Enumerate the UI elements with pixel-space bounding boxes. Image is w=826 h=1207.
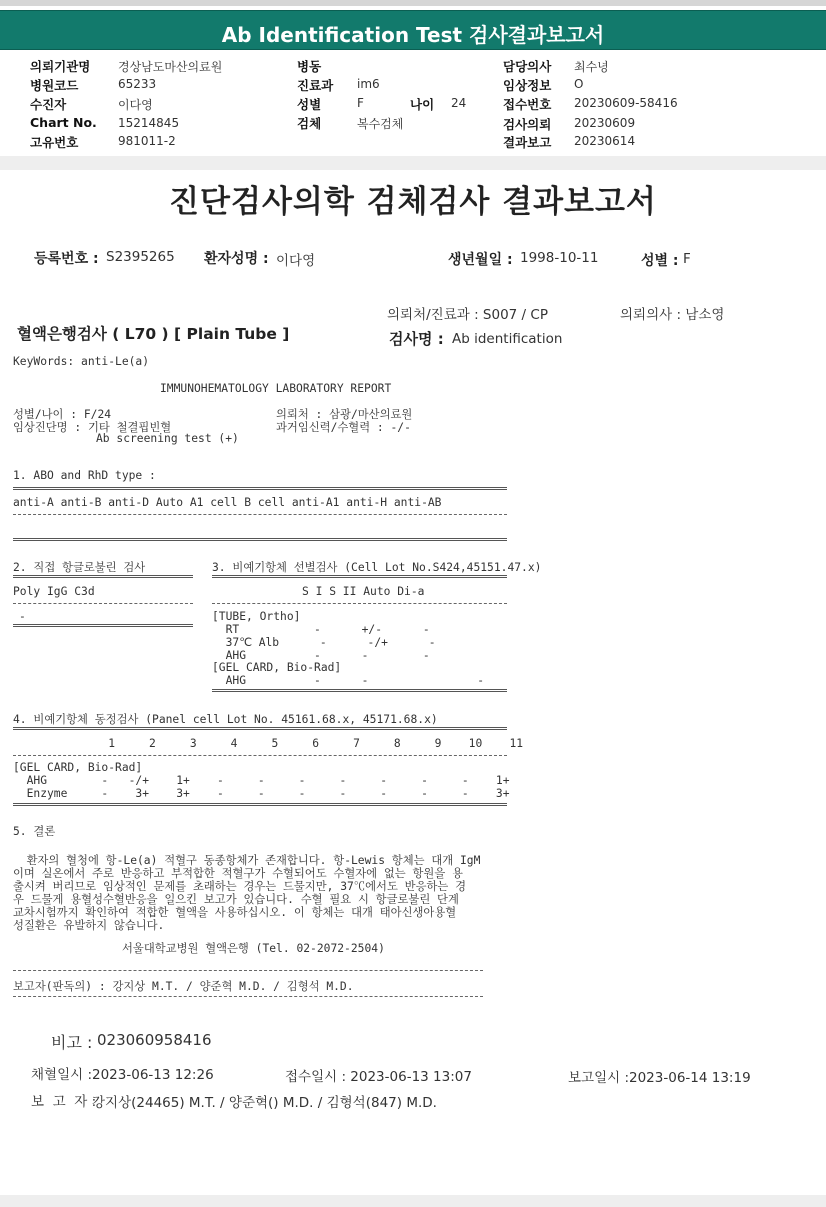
info-value: O xyxy=(574,77,584,91)
s3-line: AHG - - - xyxy=(212,674,485,687)
conclusion-line: 성질환은 유발하지 않습니다. xyxy=(13,919,165,932)
patient-value: 이다영 xyxy=(276,253,316,269)
conclusion-line: 교차시험까지 확인하여 적합한 혈액을 사용하십시오. 이 항체는 대개 태아신생아용혈 xyxy=(13,906,457,919)
info-label: 의뢰기관명 xyxy=(30,59,91,74)
rule xyxy=(13,970,483,971)
rule xyxy=(13,803,507,806)
s3-line: RT - +/- - xyxy=(212,623,430,636)
info-value: F xyxy=(357,96,364,110)
receipt-time: 접수일시 : 2023-06-13 13:07 xyxy=(285,1069,472,1085)
s2-value: - xyxy=(19,610,26,623)
s3-title: 3. 비예기항체 선별검사 (Cell Lot No.S424,45151.47.x) xyxy=(212,561,542,574)
sex-value: F xyxy=(683,251,691,267)
s4-line: [GEL CARD, Bio-Rad] xyxy=(13,761,143,774)
doctor-text: 의뢰의사 : 남소영 xyxy=(620,307,725,323)
conclusion-line: 출시켜 버리므로 임상적인 문제를 초래하는 경우는 드물지만, 37℃에서도 반응하는 경 xyxy=(13,880,467,893)
info-value: 최수녕 xyxy=(574,60,609,74)
s3-columns: S I S II Auto Di-a xyxy=(302,585,425,598)
reg-label: 등록번호 : xyxy=(34,251,99,267)
info-label: 병원코드 xyxy=(30,78,79,93)
hospital-line: 서울대학교병원 혈액은행 (Tel. 02-2072-2504) xyxy=(122,942,385,955)
info-value: 15214845 xyxy=(118,116,180,130)
s4-line: Enzyme - 3+ 3+ - - - - - - - 3+ xyxy=(13,787,510,800)
history: 과거임신력/수혈력 : -/- xyxy=(276,421,411,434)
s3-line: [GEL CARD, Bio-Rad] xyxy=(212,661,342,674)
info-value: 24 xyxy=(451,96,467,110)
bottom-strip xyxy=(0,1195,826,1207)
s4-title: 4. 비예기항체 동정검사 (Panel cell Lot No. 45161.68.x, 45171.68.x) xyxy=(13,713,438,726)
requester: 의뢰처 : 삼광/마산의료원 xyxy=(276,408,413,421)
info-label: 수진자 xyxy=(30,97,67,112)
reporter-line: 보고자(판독의) : 강지상 M.T. / 양준혁 M.D. / 김형석 M.D. xyxy=(13,980,354,993)
info-label: Chart No. xyxy=(30,115,97,130)
s5-title: 5. 결론 xyxy=(13,825,56,838)
info-label: 병동 xyxy=(297,59,322,74)
s3-line: 37℃ Alb - -/+ - xyxy=(212,636,436,649)
keywords: KeyWords: anti-Le(a) xyxy=(13,355,150,368)
info-value: 20230609 xyxy=(574,116,636,130)
conclusion-line: 우 드물게 용혈성수혈반응을 일으킨 보고가 있습니다. 수혈 필요 시 항글로불린 단계 xyxy=(13,893,459,906)
lab-title: IMMUNOHEMATOLOGY LABORATORY REPORT xyxy=(160,382,392,395)
section-title: 혈액은행검사 ( L70 ) [ Plain Tube ] xyxy=(17,325,290,343)
conclusion-line: 환자의 혈청에 항-Le(a) 적혈구 동종항체가 존재합니다. 항-Lewis 항체는 대개 IgM xyxy=(13,854,481,867)
info-value: 981011-2 xyxy=(118,134,176,148)
dept-text: 의뢰처/진료과 : S007 / CP xyxy=(387,307,548,323)
diagnosis: 임상진단명 : 기타 철결핍빈혈 xyxy=(13,421,172,434)
info-label: 결과보고 xyxy=(503,135,552,150)
rule xyxy=(212,689,507,692)
info-label: 검사의뢰 xyxy=(503,117,552,132)
info-value: 20230609-58416 xyxy=(574,96,678,110)
rule xyxy=(13,514,507,515)
s1-title: 1. ABO and RhD type : xyxy=(13,469,156,482)
header-title: Ab Identification Test 검사결과보고서 xyxy=(221,23,605,47)
section-divider xyxy=(0,156,826,170)
birth-value: 1998-10-11 xyxy=(520,250,599,266)
rule xyxy=(13,575,193,578)
info-value: im6 xyxy=(357,77,380,91)
rule xyxy=(212,603,507,604)
sex-age: 성별/나이 : F/24 xyxy=(13,408,112,421)
header-bar xyxy=(0,10,826,50)
s3-line: [TUBE, Ortho] xyxy=(212,610,301,623)
diagnosis-2: Ab screening test (+) xyxy=(96,432,239,445)
info-label: 나이 xyxy=(410,97,435,112)
report-time: 보고일시 :2023-06-14 13:19 xyxy=(568,1070,751,1086)
footer-reporter-value: 강지상(24465) M.T. / 양준혁() M.D. / 김형석(847) M.D. xyxy=(92,1095,437,1111)
top-strip xyxy=(0,0,826,6)
rule xyxy=(13,624,193,627)
test-label: 검사명 : xyxy=(389,330,444,348)
birth-label: 생년월일 : xyxy=(448,252,513,268)
rule xyxy=(13,755,507,756)
report-title: 진단검사의학 검체검사 결과보고서 xyxy=(169,184,657,220)
s2-title: 2. 직접 항글로불린 검사 xyxy=(13,561,146,574)
rule xyxy=(212,575,507,578)
info-value: 복수검체 xyxy=(357,117,404,131)
info-value: 65233 xyxy=(118,77,157,91)
info-value: 이다영 xyxy=(118,98,153,112)
info-label: 성별 xyxy=(297,97,322,112)
rule xyxy=(13,996,483,997)
test-value: Ab identification xyxy=(452,331,563,347)
rule xyxy=(13,727,507,730)
reg-value: S2395265 xyxy=(106,249,175,265)
info-label: 검체 xyxy=(297,116,322,131)
s4-line: AHG - -/+ 1+ - - - - - - - 1+ xyxy=(13,774,510,787)
patient-label: 환자성명 : xyxy=(204,251,269,267)
info-label: 고유번호 xyxy=(30,135,79,150)
remark-label: 비고 : xyxy=(51,1033,93,1052)
s3-line: AHG - - - xyxy=(212,649,430,662)
info-label: 진료과 xyxy=(297,78,334,93)
s4-columns: 1 2 3 4 5 6 7 8 9 10 11 xyxy=(13,737,524,750)
collect-time: 채혈일시 :2023-06-13 12:26 xyxy=(31,1067,214,1083)
rule xyxy=(13,603,193,604)
rule xyxy=(13,538,507,541)
sex-label: 성별 : xyxy=(641,253,679,269)
remark-value: 023060958416 xyxy=(97,1031,212,1049)
s2-columns: Poly IgG C3d xyxy=(13,585,95,598)
rule xyxy=(13,487,507,490)
info-label: 접수번호 xyxy=(503,97,552,112)
conclusion-line: 이며 실온에서 주로 반응하고 부적합한 적혈구가 수혈되어도 수혈자에 없는 항원을 용 xyxy=(13,867,463,880)
info-label: 임상정보 xyxy=(503,78,552,93)
footer-reporter-label: 보 고 자 : xyxy=(31,1094,97,1110)
s1-columns: anti-A anti-B anti-D Auto A1 cell B cell anti-A1 anti-H anti-AB xyxy=(13,496,442,509)
info-value: 20230614 xyxy=(574,134,636,148)
info-value: 경상남도마산의료원 xyxy=(118,60,223,74)
info-label: 담당의사 xyxy=(503,59,552,74)
